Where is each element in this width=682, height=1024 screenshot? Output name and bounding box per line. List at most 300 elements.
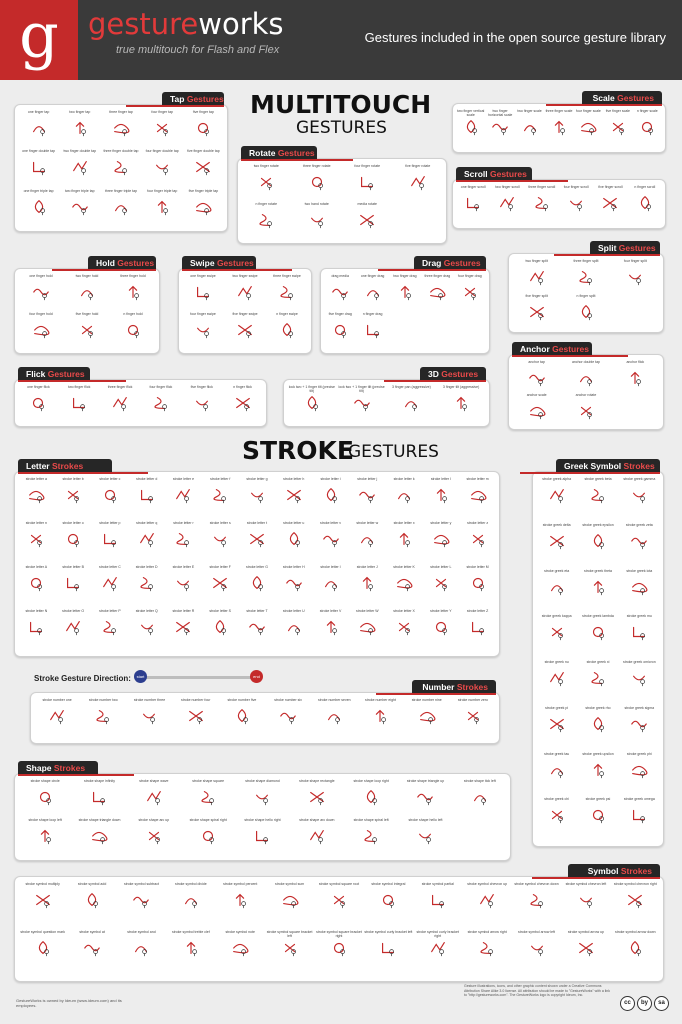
gesture-hand-icon xyxy=(87,827,111,845)
gesture-label: two finger flick xyxy=(68,385,91,389)
gesture-hand-icon xyxy=(545,578,569,596)
gesture-hand-icon xyxy=(254,173,278,191)
gesture-label: stroke symbol multiply xyxy=(25,882,60,886)
gesture-label: n finger scale xyxy=(636,109,658,113)
cc-icon: cc xyxy=(620,996,635,1011)
gesture-item xyxy=(603,109,632,136)
gesture-label: stroke letter f xyxy=(210,477,231,481)
gesture-label: two finger rotate xyxy=(253,164,279,168)
gesture-label: stroke symbol treble clef xyxy=(171,930,210,934)
gesture-item xyxy=(182,312,224,339)
gesture-label: three finger rotate xyxy=(302,164,331,168)
gesture-hand-icon xyxy=(135,530,159,548)
gesture-hand-icon xyxy=(574,268,598,286)
gesture-label: stroke symbol arrow right xyxy=(467,930,507,934)
gesture-label: stroke shape loop right xyxy=(353,779,389,783)
flick-tab-label: Flick xyxy=(26,369,48,379)
gesture-item xyxy=(182,274,224,301)
symbol-panel-tab xyxy=(568,864,660,878)
gesture-label: one finger tap xyxy=(27,110,50,114)
gesture-label: four finger double tap xyxy=(145,149,179,154)
gesture-hand-icon xyxy=(525,303,549,321)
gesture-label: stroke letter J xyxy=(356,565,378,569)
gesture-hand-icon xyxy=(137,707,161,725)
threed-tab-category: Gestures xyxy=(441,369,479,379)
gesture-item xyxy=(421,274,453,301)
gesture-item xyxy=(386,565,423,592)
gesture-item xyxy=(275,477,312,504)
gesture-hand-icon xyxy=(376,891,400,909)
gesture-hand-icon xyxy=(98,486,122,504)
gesture-item xyxy=(422,609,459,636)
scale-panel-tab xyxy=(582,91,662,105)
gesture-hand-icon xyxy=(328,283,352,301)
gesture-label: stroke greek eta xyxy=(544,568,570,573)
gesture-item xyxy=(561,393,610,420)
gesture-hand-icon xyxy=(392,574,416,592)
shape-panel-tab xyxy=(18,761,98,775)
gesture-label: stroke shape triangle up xyxy=(406,779,445,783)
gesture-item xyxy=(611,882,660,909)
gesture-hand-icon xyxy=(458,283,482,301)
gesture-hand-icon xyxy=(488,118,512,136)
gesture-item xyxy=(100,149,141,176)
scroll-panel-accent-line xyxy=(456,180,568,182)
gesture-item xyxy=(413,930,462,957)
split-panel-accent-line xyxy=(554,254,660,256)
gesture-item xyxy=(398,779,452,806)
gesture-label: four finger flick xyxy=(149,385,173,389)
rotate-tab-category: Gestures xyxy=(277,148,315,158)
gesture-item xyxy=(619,569,660,596)
gesture-label: lock two + 1 finger tilt (precise tilt) xyxy=(288,385,335,393)
gesture-item xyxy=(92,565,129,592)
gesture-label: stroke letter V xyxy=(319,609,342,613)
gesture-hand-icon xyxy=(29,283,53,301)
gesture-label: stroke letter j xyxy=(357,477,378,481)
swipe-panel-tab xyxy=(182,256,256,270)
gesture-hand-icon xyxy=(468,788,492,806)
gesture-hand-icon xyxy=(475,939,499,957)
gesture-label: stroke letter h xyxy=(283,477,305,481)
gesture-item xyxy=(59,189,100,216)
gesture-hand-icon xyxy=(627,761,651,779)
number-tab-category: Strokes xyxy=(456,682,488,692)
gesture-hand-icon xyxy=(282,618,306,636)
gesture-label: stroke symbol square root xyxy=(318,882,360,886)
gesture-label: stroke letter z xyxy=(467,521,489,525)
gesture-item xyxy=(393,164,444,191)
gesture-hand-icon xyxy=(350,394,374,412)
gesture-hand-icon xyxy=(319,530,343,548)
swipe-gesture-grid xyxy=(182,274,308,350)
gesture-hand-icon xyxy=(525,268,549,286)
rotate-tab-label: Rotate xyxy=(249,148,278,158)
number-panel-tab xyxy=(412,680,496,694)
gesture-hand-icon xyxy=(31,891,55,909)
gesture-label: stroke letter U xyxy=(282,609,305,613)
gesture-hand-icon xyxy=(150,158,174,176)
gesture-label: stroke symbol add xyxy=(77,882,107,886)
gesture-label: stroke shape hello right xyxy=(244,818,281,822)
gesture-item xyxy=(239,609,276,636)
drag-gesture-grid xyxy=(324,274,486,350)
gesture-label: four finger tap xyxy=(151,110,173,114)
gesture-hand-icon xyxy=(359,827,383,845)
gesture-label: stroke shape loop left xyxy=(28,818,62,822)
gesture-item xyxy=(59,110,100,137)
gesture-label: stroke symbol question mark xyxy=(20,930,65,934)
gesture-hand-icon xyxy=(429,530,453,548)
gesture-label: stroke letter D xyxy=(135,565,158,569)
gesture-item xyxy=(512,259,561,286)
anchor-panel-tab xyxy=(512,342,592,356)
gesture-label: stroke greek gamma xyxy=(623,477,656,481)
gesture-item xyxy=(593,185,627,212)
greek-gesture-grid xyxy=(536,477,660,843)
gesture-hand-icon xyxy=(355,618,379,636)
gesture-hand-icon xyxy=(586,532,610,550)
gesture-label: stroke greek tau xyxy=(544,751,570,756)
gesture-item xyxy=(337,385,387,412)
gesture-hand-icon xyxy=(68,119,92,137)
gesture-hand-icon xyxy=(61,486,85,504)
gesture-label: stroke symbol arrow left xyxy=(518,930,556,934)
gesture-label: stroke number two xyxy=(88,698,118,702)
gesture-label: two finger drag xyxy=(393,274,417,278)
gesture-hand-icon xyxy=(305,827,329,845)
letter-panel-accent-line xyxy=(18,472,148,474)
drag-panel-accent-line xyxy=(378,269,486,271)
split-tab-category: Gestures xyxy=(618,243,656,253)
gesture-hand-icon xyxy=(627,486,651,504)
gesture-item xyxy=(515,109,544,136)
gesture-item xyxy=(18,779,72,806)
gesture-hand-icon xyxy=(24,486,48,504)
gesture-label: media rotate xyxy=(357,202,377,206)
gesture-item xyxy=(413,882,462,909)
gesture-item xyxy=(611,259,660,286)
gesture-item xyxy=(224,312,266,339)
gesture-label: stroke number nine xyxy=(411,698,442,702)
gesture-label: five finger flick xyxy=(190,385,213,389)
gesture-hand-icon xyxy=(191,119,215,137)
gesture-label: stroke greek beta xyxy=(584,477,612,481)
gesture-label: stroke symbol partial xyxy=(421,882,454,886)
gesture-item xyxy=(344,779,398,806)
gesture-item xyxy=(59,149,100,176)
letter-panel-tab xyxy=(18,459,112,473)
gesture-label: one finger scroll xyxy=(460,185,486,189)
gesture-label: lock two + 1 finger tilt (precise tilt) xyxy=(338,385,385,393)
gesture-item xyxy=(536,797,577,824)
gesture-hand-icon xyxy=(574,369,598,387)
gesture-label: four finger scale xyxy=(575,109,601,113)
gesture-item xyxy=(619,660,660,687)
gesture-label: four finger hold xyxy=(29,312,53,316)
gesture-item xyxy=(364,930,413,957)
gesture-label: one finger hold xyxy=(29,274,53,278)
gesture-item xyxy=(459,609,496,636)
gesture-item xyxy=(561,930,610,957)
gesture-label: stroke letter t xyxy=(246,521,268,525)
gesture-label: stroke symbol arrow up xyxy=(567,930,604,934)
gesture-label: stroke letter o xyxy=(62,521,84,525)
anchor-tab-category: Gestures xyxy=(552,344,589,354)
gesture-label: one finger flick xyxy=(27,385,50,389)
gesture-hand-icon xyxy=(305,211,329,229)
gesture-item xyxy=(312,565,349,592)
gesture-label: stroke letter K xyxy=(393,565,415,569)
gesture-item xyxy=(450,698,496,725)
gesture-item xyxy=(64,274,110,301)
gesture-item xyxy=(398,818,452,845)
gesture-hand-icon xyxy=(171,530,195,548)
gesture-item xyxy=(67,930,116,957)
gesture-label: anchor rotate xyxy=(575,393,597,397)
gesture-item xyxy=(202,609,239,636)
gesture-item xyxy=(18,477,55,504)
brand-part-a: gesture xyxy=(88,7,199,41)
gesture-item xyxy=(574,109,603,136)
number-gesture-grid xyxy=(34,698,496,740)
gesture-hand-icon xyxy=(586,669,610,687)
gesture-item xyxy=(525,185,559,212)
gesture-label: stroke shape rectangle xyxy=(299,779,335,783)
gesture-item xyxy=(404,698,450,725)
gesture-item xyxy=(312,477,349,504)
gesture-label: two finger split xyxy=(525,259,548,263)
gesture-hand-icon xyxy=(586,486,610,504)
gesture-hand-icon xyxy=(429,574,453,592)
gesture-item xyxy=(386,521,423,548)
gesture-hand-icon xyxy=(190,394,214,412)
gesture-hand-icon xyxy=(109,119,133,137)
split-panel-tab xyxy=(590,241,660,255)
gesture-label: stroke letter M xyxy=(466,565,489,569)
gesture-item xyxy=(80,698,126,725)
multitouch-subtitle: GESTURES xyxy=(296,118,387,138)
gesture-hand-icon xyxy=(276,707,300,725)
gesture-item xyxy=(324,312,356,339)
gesture-hand-icon xyxy=(623,268,647,286)
gesture-item xyxy=(183,149,224,176)
gesture-hand-icon xyxy=(461,194,485,212)
gesture-item xyxy=(241,164,292,191)
gesture-hand-icon xyxy=(392,530,416,548)
gesture-label: five finger scroll xyxy=(598,185,623,189)
gesture-item xyxy=(128,565,165,592)
gesture-hand-icon xyxy=(574,891,598,909)
gesture-item xyxy=(512,360,561,387)
gesture-hand-icon xyxy=(24,574,48,592)
gesture-label: stroke greek alpha xyxy=(542,477,572,481)
multitouch-title: MULTITOUCH xyxy=(250,90,432,119)
flick-tab-category: Gestures xyxy=(47,369,85,379)
gesture-hand-icon xyxy=(282,486,306,504)
gesture-item xyxy=(462,882,511,909)
gesture-label: three finger scale xyxy=(545,109,573,113)
gesture-item xyxy=(202,565,239,592)
gesture-item xyxy=(202,521,239,548)
gesture-item xyxy=(100,189,141,216)
gesture-hand-icon xyxy=(171,618,195,636)
gesture-item xyxy=(100,110,141,137)
logo xyxy=(0,0,78,80)
gesture-label: stroke number one xyxy=(42,698,72,702)
gesture-label: stroke letter b xyxy=(62,477,84,481)
gesture-item xyxy=(55,477,92,504)
gesture-label: anchor double tap xyxy=(571,360,600,364)
gesture-item xyxy=(311,698,357,725)
gesture-hand-icon xyxy=(45,707,69,725)
gesture-item xyxy=(166,930,215,957)
gesture-label: stroke greek theta xyxy=(583,568,612,573)
gesture-hand-icon xyxy=(361,283,385,301)
gesture-label: five finger rotate xyxy=(405,164,431,168)
gesture-hand-icon xyxy=(359,788,383,806)
split-gesture-grid xyxy=(512,259,660,329)
gesture-hand-icon xyxy=(606,118,630,136)
logo-letter: g xyxy=(19,0,59,72)
gesture-label: stroke symbol and xyxy=(127,930,156,934)
gesture-label: stroke letter x xyxy=(393,521,415,525)
gesture-item xyxy=(18,110,59,137)
gesture-label: stroke greek pi xyxy=(545,705,569,710)
gesture-item xyxy=(386,477,423,504)
gesture-item xyxy=(216,930,265,957)
gesture-label: two finger vertical scale xyxy=(457,109,485,117)
gesture-label: stroke letter w xyxy=(356,521,379,525)
gesture-hand-icon xyxy=(586,623,610,641)
gesture-item xyxy=(55,609,92,636)
gesture-label: two finger scale xyxy=(517,109,542,113)
gesture-item xyxy=(456,109,485,136)
gesture-hand-icon xyxy=(33,827,57,845)
gesture-hand-icon xyxy=(68,198,92,216)
gesture-item xyxy=(536,660,577,687)
gesture-label: three finger triple tap xyxy=(104,188,138,193)
gesture-item xyxy=(364,882,413,909)
gesture-label: stroke shape arc down xyxy=(299,818,335,822)
direction-label: Stroke Gesture Direction: xyxy=(34,674,131,683)
gesture-item xyxy=(140,385,181,412)
gesture-hand-icon xyxy=(466,530,490,548)
gesture-hand-icon xyxy=(24,618,48,636)
gesture-hand-icon xyxy=(135,574,159,592)
gesture-label: two finger swipe xyxy=(232,274,258,278)
gesture-hand-icon xyxy=(426,939,450,957)
gesture-hand-icon xyxy=(135,618,159,636)
symbol-tab-label: Symbol xyxy=(587,866,621,876)
symbol-panel-accent-line xyxy=(532,877,660,879)
gesture-hand-icon xyxy=(275,321,299,339)
gesture-item xyxy=(181,818,235,845)
gesture-label: stroke letter E xyxy=(172,565,195,569)
gesture-label: one finger swipe xyxy=(190,274,216,278)
gesture-hand-icon xyxy=(191,321,215,339)
gesture-item xyxy=(183,110,224,137)
gesture-hand-icon xyxy=(27,158,51,176)
gesture-label: stroke letter P xyxy=(99,609,121,613)
gesture-item xyxy=(356,312,388,339)
gesture-hand-icon xyxy=(191,198,215,216)
gesture-hand-icon xyxy=(26,394,50,412)
gesture-label: stroke symbol arrow down xyxy=(614,930,656,934)
gesture-item xyxy=(224,274,266,301)
gesture-item xyxy=(92,521,129,548)
gesture-item xyxy=(290,779,344,806)
gesture-hand-icon xyxy=(228,891,252,909)
gesture-hand-icon xyxy=(29,321,53,339)
gesture-item xyxy=(314,882,363,909)
gesture-label: five finger double tap xyxy=(187,149,220,154)
gesture-item xyxy=(536,706,577,733)
gesture-label: stroke letter I xyxy=(320,565,341,569)
letter-tab-label: Letter xyxy=(26,461,52,471)
threed-panel-accent-line xyxy=(384,380,486,382)
gesture-hand-icon xyxy=(627,669,651,687)
gesture-hand-icon xyxy=(525,369,549,387)
gesture-item xyxy=(239,565,276,592)
gesture-item xyxy=(611,930,660,957)
rotate-panel-tab xyxy=(241,146,317,160)
gesture-item xyxy=(55,521,92,548)
number-panel-accent-line xyxy=(376,693,496,695)
gesture-label: stroke greek chi xyxy=(544,797,570,802)
gesture-item xyxy=(126,698,172,725)
gesture-label: stroke shape infinity xyxy=(84,779,115,783)
gesture-item xyxy=(117,882,166,909)
gesture-hand-icon xyxy=(545,715,569,733)
gesture-item xyxy=(422,521,459,548)
gesture-hand-icon xyxy=(282,530,306,548)
footer-license: Gesture illustrations, icons, and other graphic content shown under a Creative Commons Attribution Share Alike 3.0 license. All attribution should be made to "GestureWorks" with a link to "http://gestureworks.com". The GestureWorks logo is copyright Ideum, Inc. xyxy=(464,984,610,997)
gesture-hand-icon xyxy=(27,198,51,216)
gesture-hand-icon xyxy=(27,119,51,137)
gesture-label: stroke letter g xyxy=(246,477,268,481)
gesture-item xyxy=(292,164,343,191)
gesture-item xyxy=(18,385,59,412)
gesture-item xyxy=(619,523,660,550)
gesture-item xyxy=(18,521,55,548)
gesture-item xyxy=(312,521,349,548)
gesture-hand-icon xyxy=(80,891,104,909)
gesture-item xyxy=(72,818,126,845)
gesture-label: stroke letter n xyxy=(25,521,47,525)
gesture-item xyxy=(577,614,618,641)
hold-panel-tab xyxy=(88,256,156,270)
gesture-label: stroke greek sigma xyxy=(624,705,655,710)
hold-tab-label: Hold xyxy=(96,258,118,268)
gesture-item xyxy=(127,818,181,845)
gesture-hand-icon xyxy=(635,118,659,136)
gesture-item xyxy=(577,752,618,779)
gesture-item xyxy=(619,477,660,504)
gesture-label: stroke number six xyxy=(274,698,302,702)
gesture-item xyxy=(387,385,437,412)
gesture-hand-icon xyxy=(627,532,651,550)
gesture-item xyxy=(239,477,276,504)
gesture-hand-icon xyxy=(179,939,203,957)
gesture-label: stroke letter d xyxy=(136,477,158,481)
gesture-item xyxy=(202,477,239,504)
scroll-panel-tab xyxy=(456,167,532,181)
header-bar xyxy=(0,0,682,80)
gesture-item xyxy=(18,189,59,216)
greek-panel-tab xyxy=(556,459,660,473)
gesture-hand-icon xyxy=(623,939,647,957)
